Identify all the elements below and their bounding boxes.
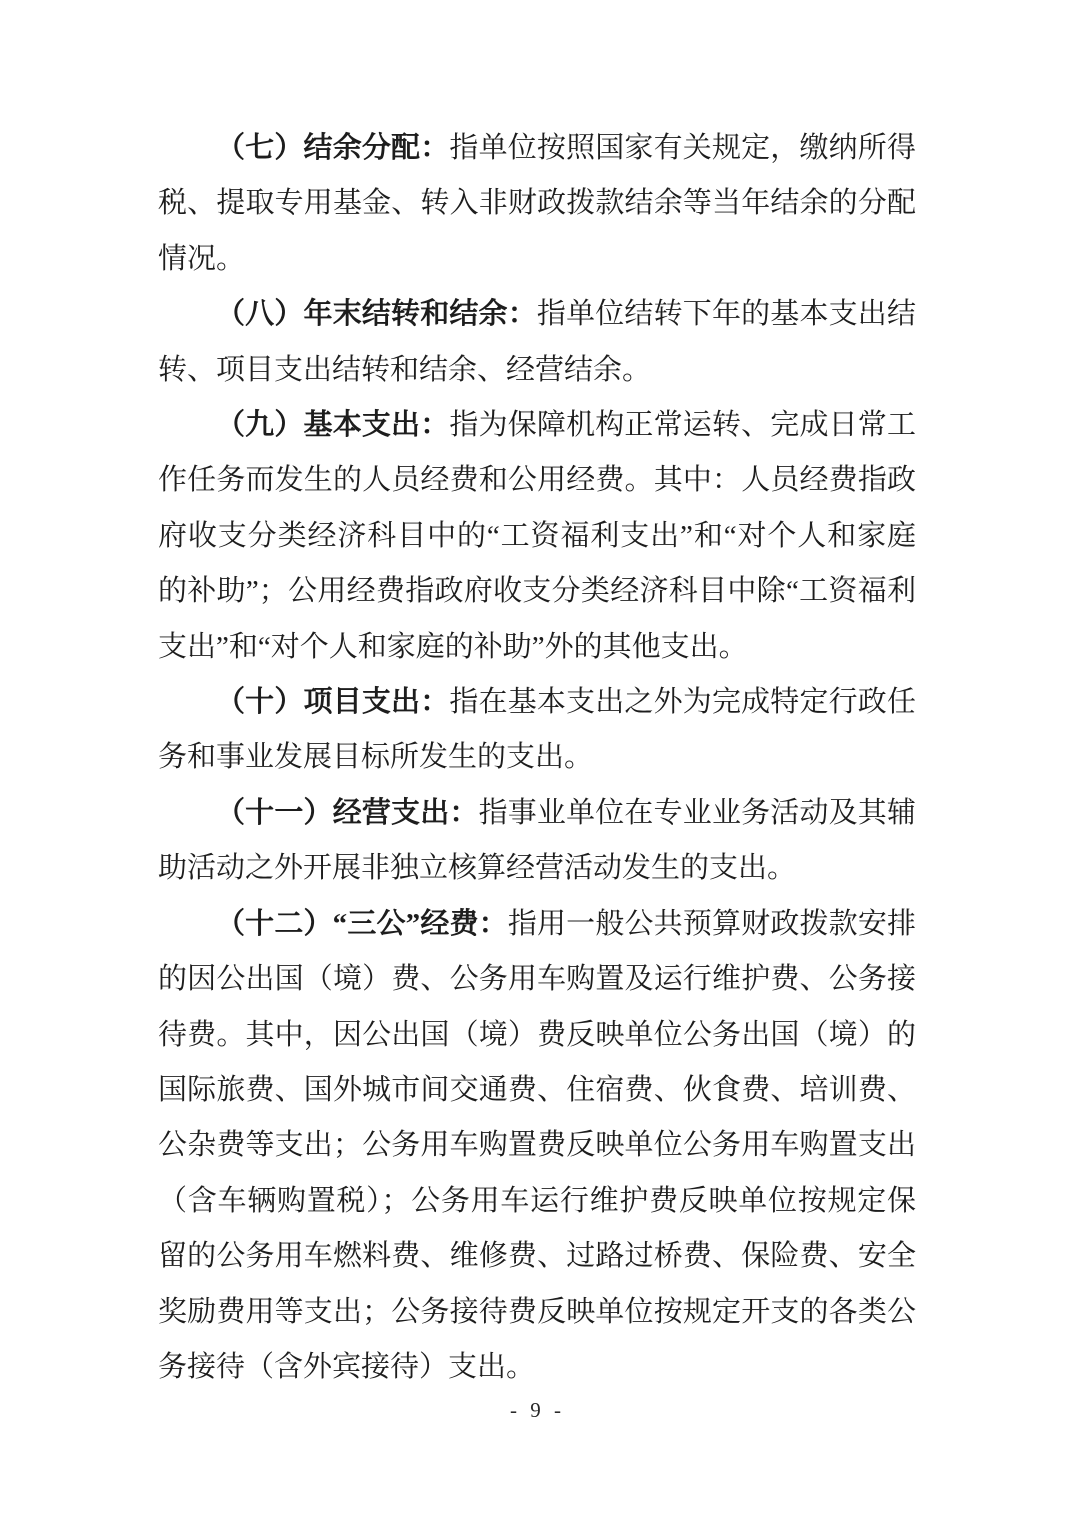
paragraph-text: 指用一般公共预算财政拨款安排的因公出国（境）费、公务用车购置及运行维护费、公务接待费。其中，因公出国（境）费反映单位公务出国（境）的国际旅费、国外城市间交通费、住宿费、伙食费、培训费、公杂费等支出；公务用车购置费反映单位公务用车购置支出（含车辆购置税）；公务用车运行维护费反映单位按规定保留的公务用车燃料费、维修费、过路过桥费、保险费、安全奖励费用等支出；公务接待费反映单位按规定开支的各类公务接待（含外宾接待）支出。: [158, 907, 916, 1383]
paragraph-item-9: [158, 398, 916, 675]
paragraph-item-7: [158, 121, 916, 287]
page-footer: [0, 1398, 1075, 1423]
paragraph-heading: （七）结余分配：: [216, 132, 450, 164]
paragraph-text: 指单位结转下年的基本支出结转、项目支出结转和结余、经营结余。: [158, 298, 916, 386]
paragraph-heading: （八）年末结转和结余：: [216, 298, 537, 331]
paragraph-text: 指事业单位在专业业务活动及其辅助活动之外开展非独立核算经营活动发生的支出。: [158, 796, 916, 885]
paragraph-item-12: [158, 897, 916, 1396]
paragraph-text: 指单位按照国家有关规定，缴纳所得税、提取专用基金、转入非财政拨款结余等当年结余的分配情况。: [158, 132, 916, 275]
paragraph-text: 指在基本支出之外为完成特定行政任务和事业发展目标所发生的支出。: [158, 686, 916, 774]
page-number: - 9 -: [510, 1398, 565, 1422]
document-body: [158, 121, 916, 1395]
paragraph-item-11: [158, 786, 916, 897]
paragraph-text: 指为保障机构正常运转、完成日常工作任务而发生的人员经费和公用经费。其中：人员经费指政府收支分类经济科目中的“工资福利支出”和“对个人和家庭的补助”；公用经费指政府收支分类经济科目中除“工资福利支出”和“对个人和家庭的补助”外的其他支出。: [158, 409, 916, 663]
paragraph-heading: （十二）“三公”经费：: [216, 907, 508, 940]
paragraph-item-8: [158, 287, 916, 398]
paragraph-heading: （十）项目支出：: [216, 686, 450, 719]
paragraph-heading: （九）基本支出：: [216, 409, 450, 442]
paragraph-item-10: [158, 675, 916, 786]
paragraph-heading: （十一）经营支出：: [216, 796, 479, 829]
